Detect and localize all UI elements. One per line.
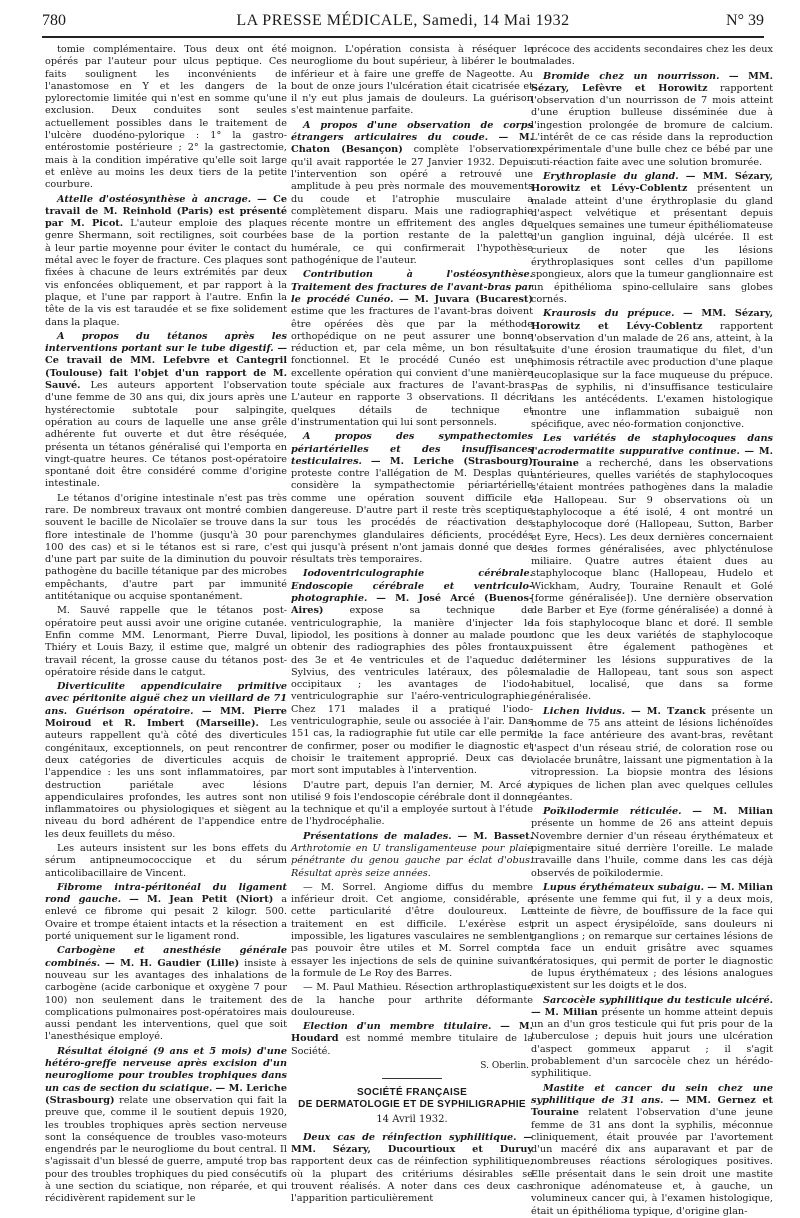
article-author: — M. Tzanck [630, 705, 706, 717]
article-author: — M. Leriche (Strasbourg) [45, 1082, 287, 1106]
article-title: A propos des sympathectomies périartérielles et des insuffisances testiculaires. [291, 431, 533, 467]
article-text: tomie complémentaire. Tous deux ont été opérés par l'auteur pour ulcus peptique. Ces faits soulignent les inconvénients de l'anastomose en Y et les dangers de la pylorectomie limitée qui n'est en somme qu'une exclusion. Deux conduites sont seules actuellement possibles dans le traitement de l'ulcère duodéno-pylorique : 1° la gastro-entérostomie postérieure ; 2° la gastrectomie, mais à la condition impérative qu'elle soit large et enlève au moins les deux tiers de la petite courbure. [45, 44, 287, 191]
article-paragraph [291, 1021, 533, 1058]
article-author: — MM. Sézary, Ducourtioux et Duruy [291, 1131, 533, 1155]
article-text: présente un homme de 26 ans atteint depuis Novembre dernier d'un réseau érythémateux et pigmentaire situé derrière l'oreille. Le malade travaille dans l'huile, comme dans les cas déjà observés de poïkilodermie. [531, 818, 773, 879]
article-text: — M. Sorrel. Angiome diffus du membre inférieur droit. Cet angiome, considérable, a cette particularité d'être douloureux. Le traitement en est difficile. L'exérèse est impossible, les ligatures vasculaires ne semblent pas pouvoir être utiles et M. Sorrel compte essayer les injections de sels de quinine suivant la formule de Le Roy des Barres. [291, 881, 533, 979]
article-author: — M. Basset. [457, 830, 533, 842]
article-paragraph [291, 269, 533, 429]
article-text: M. Sauvé rappelle que le tétanos post-opératoire peut aussi avoir une origine cutanée. Enfin comme MM. Lenormant, Pierre Duval, Thiéry et Louis Bazy, il estime que, malgré un travail récent, la grosse cause du tétanos post-opératoire réside dans le catgut. [45, 605, 287, 678]
article-text: L'auteur emploie des plaques genre Shermann, soit rectilignes, soit courbées à leur partie moyenne pour éviter le contact du métal avec le foyer de fracture. Ces plaques sont fixées à chacune de leurs extrémités par deux vis enfoncées obliquement, et par rapport à la plaque, et l'une par rapport à l'autre. Enfin la tête de la vis est taraudée et se fixe solidement dans la plaque. [45, 218, 288, 328]
article-paragraph [45, 44, 287, 192]
article-text: expose sa technique de ventriculographie, la manière d'injecter le lipiodol, les positions à donner au malade pour obtenir des radiographies des pôles frontaux, des 3e et 4e ventricules et de l'aqueduc de Sylvius, des ventricules latéraux, des pôles occipitaux ; les avantages de l'iodo-ventriculographie sur l'aéro-ventriculographie. Chez 171 malades il a pratiqué l'iodo-ventriculographie, seule ou associée à l'air. Dans 151 cas, la radiographie fut utile car elle permit de confirmer, poser ou modifier le diagnostic et choisir le traitement approprié. Deux cas de mort sont imputables à l'intervention. [291, 605, 533, 777]
article-title: Mastite et cancer du sein chez une syphilitique de 31 ans. [531, 1082, 773, 1106]
article-title: Iodoventriculographie cérébrale. Endoscopie cérébrale et ventriculo-photographie. [291, 568, 533, 605]
article-text: est nommé membre titulaire de la Société. [291, 1033, 533, 1057]
article-text: Les auteurs rappellent qu'à côté des diverticules congénitaux, exceptionnels, on peut rencontrer deux catégories de diverticules acquis de l'appendice : les uns sont inflammatoires, par destruction pariétale avec lésions appendiculaires profondes, les autres sont non inflammatoires ou physiologiques et siègent au niveau du bord adhérent de l'appendice entre les deux feuillets du méso. [45, 718, 287, 840]
column-right [531, 44, 774, 1217]
article-title: Carbogène et anesthésie générale combinés. [45, 945, 287, 969]
article-text: D'autre part, depuis l'an dernier, M. Arcé a utilisé 9 fois l'endoscopie cérébrale dont il donne la technique et qu'il a employée surtout à l'étude de l'hydrocéphalie. [291, 779, 533, 828]
article-text: Les auteurs insistent sur les bons effets du sérum antipneumococcique et du sérum anticolibacillaire de Vincent. [45, 843, 287, 879]
article-title: Kraurosis du prépuce. [543, 308, 675, 320]
article-text: relatent l'observation d'une jeune femme de 31 ans dont la syphilis, méconnue cliniquement, était prouvée par l'avortement d'un macéré dix ans auparavant et par de nombreuses réactions sérologiques positives. Elle présentait dans le sein droit une mastite chronique adénomateuse et, à gauche, un volumineux cancer qui, à l'examen histologique, était un épithélioma typique, d'origine glan- [531, 1107, 773, 1217]
article-text: relate une observation qui fait la preuve que, comme il le soutient depuis 1920, les troubles trophiques après section nerveuse sont la conséquence de troubles vaso-moteurs engendrés par le neurogliome du bout central. Il s'agissait d'un blessé de guerre, amputé trop bas pour des troubles trophiques du pied consécutifs à une section du sciatique, non réparée, et qui récidivèrent rapidement sur le [45, 1094, 287, 1205]
article-text: Le tétanos d'origine intestinale n'est pas très rare. De nombreux travaux ont montré combien souvent le bacille de Nicolaïer se trouve dans la flore intestinale de l'homme (jusqu'à 30 pour 100 des cas) et si le tétanos est si rare, c'est d'une part par suite de la diminution du pouvoir pathogène du bacille tétanique par des microbes empêchants, d'autre part par immunité antitétanique ou acquise spontanément. [45, 492, 287, 603]
article-author: — M. Milian [707, 881, 773, 893]
article-paragraph [45, 945, 287, 1043]
article-author: — M. Chaton (Besançon) [291, 132, 533, 156]
article-paragraph [531, 308, 773, 431]
article-paragraph [531, 433, 773, 704]
article-author: — M. H. Gaudier (Lille) [105, 957, 240, 969]
issue-number: N° 39 [726, 12, 764, 29]
article-text: moignon. L'opération consista à réséquer le neurogliome du bout supérieur, à libérer le bout inférieur et à faire une greffe de Nageotte. Au bout de onze jours l'ulcération était cicatrisée et il n'y eut plus jamais de douleurs. La guérison s'est maintenue parfaite. [291, 44, 533, 117]
article-paragraph [45, 331, 287, 491]
article-paragraph [45, 843, 287, 880]
article-title: Election d'un membre titulaire. [303, 1021, 492, 1033]
article-paragraph [531, 71, 773, 169]
article-text: rapportent l'observation d'un malade de 26 ans, atteint, à la suite d'une érosion traumatique du filet, d'un phimosis rétractile avec production d'une plaque leucoplasique sur la face muqueuse du prépuce. Pas de syphilis, ni d'insuffisance testiculaire dans les antécédents. L'examen histologique montre une inflammation subaiguë non spécifique, avec néo-formation conjonctive. [531, 320, 773, 430]
society-heading [291, 1087, 533, 1111]
article-author: — M. Milian [531, 1006, 598, 1018]
article-text: insiste à nouveau sur les avantages des inhalations de carbogène (acide carbonique et oxygène 7 pour 100) non seulement dans le traitement des complications pulmonaires post-opératoires mais aussi pendant les interventions, quel que soit l'anesthésique employé. [45, 957, 287, 1043]
article-title: Erythroplasie du gland. [543, 170, 679, 182]
column-middle-articles [291, 44, 533, 1058]
article-author: — M. Leriche (Strasbourg) [370, 455, 533, 467]
article-text: a recherché, dans les observations antérieures, quelles variétés de staphylocoques s'étaient montrées pathogènes dans la maladie de Hallopeau. Sur 9 observations où un staphylocoque a été isolé, 4 ont montré un staphylocoque doré (Hallopeau, Sutton, Barber et Eyre, Hecs). Les deux dernières concernaient des formes généralisées, avec phlycténulose miliaire. Quatre autres étaient dues au staphylocoque blanc (Hallopeau, Hudelo et Wickham, Audry, Touraine Renault et Golé [forme généralisée]). Une dernière observation de Barber et Eye (forme généralisée) a donné à la fois staphylocoque blanc et doré. Il semble donc que les deux variétés de staphylocoque puissent être également pathogènes et déterminer les lésions suppuratives de la maladie de Hallopeau, tant sous son aspect habituel, localisé, que dans sa forme généralisée. [531, 457, 773, 703]
article-title: Présentations de malades. [303, 830, 452, 842]
article-paragraph [531, 806, 773, 880]
article-paragraph [531, 1083, 773, 1218]
article-title: Résultat éloigné (9 ans et 5 mois) d'une hétéro-greffe nerveuse après excision d'un neurogliome pour troubles trophiques dans un cas de section du sciatique. [45, 1045, 287, 1094]
article-author: — M. Juvara (Bucarest) [399, 293, 533, 305]
article-text: estime que les fractures de l'avant-bras doivent être opérées dès que par la méthode orthopédique on ne peut assurer une bonne réduction et, par cela même, un bon résultat fonctionnel. Et le procédé Cunéo est une excellente opération qui convient d'une manière toute spéciale aux fractures de l'avant-bras. L'auteur en rapporte 3 observations. Il décrit quelques détails de technique et d'instrumentation qui lui sont personnels. [291, 306, 533, 428]
article-title: Lichen lividus. [543, 705, 626, 717]
article-title: Contribution à l'ostéosynthèse. Traitement des fractures de l'avant-bras par le procédé Cunéo. [291, 269, 533, 305]
article-title: Bromide chez un nourrisson. [543, 70, 720, 82]
society-session-date: 14 Avril 1932. [376, 1114, 448, 1126]
article-paragraph [291, 568, 533, 777]
article-author: — MM. Pierre Moiroud et R. Imbert (Marseille). [45, 705, 287, 730]
article-paragraph [531, 44, 773, 69]
article-paragraph [45, 882, 287, 943]
header-rule [42, 36, 764, 38]
article-title: Les variétés de staphylocoques dans l'acrodermatite suppurative continue. [531, 433, 773, 457]
article-title: A propos d'une observation de corps étrangers articulaires du coude. [291, 119, 533, 144]
column-middle-dermatology [291, 1132, 533, 1206]
article-author: — M. Milian [692, 806, 773, 818]
article-title: Fibrome intra-péritonéal du ligament rond gauche. [45, 881, 287, 906]
article-paragraph [45, 1046, 287, 1206]
article-author: — MM. Sézary, Lefèvre et Horowitz [531, 70, 773, 94]
article-paragraph [291, 120, 533, 268]
article-author: — MM. Sézary, Horowitz et Lévy-Coblentz [531, 308, 773, 332]
article-text: Les auteurs apportent l'observation d'une femme de 30 ans qui, dix jours après une hystérectomie subtotale pour salpingite, opération au cours de laquelle une anse grêle adhérente fut ouverte et dut être réséquée, présenta un tétanos généralisé qui l'emporta en vingt-quatre heures. Ce tétanos post-opératoire spontané doit être considéré comme d'origine intestinale. [45, 380, 287, 490]
article-text: a enlevé ce fibrome qui pesait 2 kilogr. 500. Ovaire et trompe étaient intacts et la résection a porté uniquement sur le ligament rond. [45, 894, 288, 943]
article-author: — MM. Gernez et Touraine [531, 1094, 773, 1119]
article-text: présente une femme qui fut, il y a deux mois, atteinte de fièvre, de bouffissure de la face qui prit un aspect érysipéloïde, sans douleurs ni ganglions ; on remarque sur certaines lésions de la face un enduit grisâtre avec squames kératosiques, qui permit de porter le diagnostic de lupus érythémateux ; des lésions analogues existent sur les doigts et le dos. [531, 894, 773, 992]
journal-title: LA PRESSE MÉDICALE, Samedi, 14 Mai 1932 [236, 12, 570, 29]
signature: S. Oberlin. [480, 1061, 529, 1072]
article-text: rapportent deux cas de réinfection syphilitique, où la plupart des critériums désirables se trouvent réalisés. A noter dans ces deux cas l'apparition particulièrement [291, 1156, 533, 1205]
article-author: — MM. Sézary, Horowitz et Lévy-Coblentz [531, 170, 773, 195]
article-author: — Ce travail de M. Reinhold (Paris) est présenté par M. Picot. [45, 193, 287, 230]
article-title: Deux cas de réinfection syphilitique. [303, 1131, 517, 1143]
article-title: Attelle d'ostéosynthèse à ancrage. [57, 193, 252, 205]
article-paragraph [45, 605, 287, 679]
society-heading-line1: SOCIÉTÉ FRANÇAISE [356, 1087, 468, 1099]
article-author: — M. José Arcé (Buenos-Aires) [291, 593, 533, 617]
article-author: — M. Jean Petit (Niort) [129, 894, 274, 906]
article-paragraph [291, 431, 533, 566]
page-number: 780 [42, 12, 66, 29]
article-italic: Arthrotomie en U transligamenteuse pour plaie pénétrante du genou gauche par éclat d'obus. Résultat après seize années. [291, 843, 533, 879]
article-paragraph [531, 882, 773, 993]
article-text: précoce des accidents secondaires chez les deux malades. [531, 44, 773, 68]
article-text: présente un homme de 75 ans atteint de lésions lichénoïdes de la face antérieure des avant-bras, revêtant l'aspect d'un réseau strié, de coloration rose ou violacée brunâtre, laissant une pigmentation à la vitropression. La biopsie montra des lésions typiques de lichen plan avec quelques cellules géantes. [531, 705, 774, 803]
article-text: rapportent l'observation d'un nourrisson de 7 mois atteint d'une éruption bulleuse disséminée due à l'ingestion prolongée de bromure de calcium. L'intérêt de ce cas réside dans la reproduction expérimentale d'une bulle chez ce bébé par une cuti-réaction faite avec une solution bromurée. [531, 82, 773, 168]
section-divider [382, 1078, 442, 1079]
article-title: Poïkilodermie réticulée. [543, 806, 682, 818]
column-left [45, 44, 288, 1205]
article-paragraph [291, 780, 533, 829]
article-paragraph [531, 706, 773, 804]
article-paragraph [291, 882, 533, 980]
article-paragraph [45, 681, 287, 841]
article-paragraph [531, 171, 773, 306]
article-title: Lupus érythémateux subaigu. [543, 881, 705, 893]
article-text: présentent un malade atteint d'une érythroplasie du gland d'aspect velvétique et présentant depuis quelques semaines une tumeur épithéliomateuse d'un ganglion inguinal, déjà ulcérée. Il est curieux de noter que les lésions érythroplasiques sont celles d'un papillome spongieux, alors que la tumeur ganglionnaire est un épithélioma spino-cellulaire sans globes cornés. [531, 183, 773, 305]
article-text: présente un homme atteint depuis un an d'un gros testicule qui fut pris pour de la tuberculose ; depuis huit jours une ulcération d'aspect gommeux apparut ; il s'agit probablement d'un sarcocèle chez un hérédo-syphilitique. [531, 1006, 773, 1080]
article-paragraph [45, 493, 287, 604]
article-paragraph [291, 44, 533, 118]
article-paragraph [531, 995, 773, 1081]
column-middle [291, 44, 533, 1205]
article-paragraph [291, 1132, 533, 1206]
society-heading-line2: DE DERMATOLOGIE ET DE SYPHILIGRAPHIE [298, 1099, 526, 1111]
article-paragraph [45, 194, 287, 329]
article-author: — M. Touraine [531, 445, 773, 469]
article-author: — Ce travail de MM. Lefebvre et Cantegril (Toulouse) fait l'objet d'un rapport de M. Sauvé. [45, 343, 287, 392]
article-text: complète l'observation qu'il avait rapportée le 27 Janvier 1932. Depuis l'intervention son opéré a retrouvé une amplitude à peu près normale des mouvements du coude et l'atrophie musculaire a complètement disparu. Mais une radiographie récente montre un effritement des angles de base de la portion restante de la palette humérale, ce qui confirmerait l'hypothèse pathogénique de l'auteur. [291, 144, 533, 267]
article-title: Sarcocèle syphilitique du testicule ulcéré. [543, 994, 773, 1006]
article-paragraph [291, 982, 533, 1019]
article-author: — M. Houdard [291, 1021, 533, 1045]
article-text: proteste contre l'allégation de M. Desplas qui considère la sympathectomie périartérielle comme une opération souvent difficile et dangereuse. D'autre part il reste très sceptique sur tous les procédés de réactivation des parenchymes glandulaires déficients, procédés qui jusqu'à présent n'ont jamais donné que des résultats très temporaires. [291, 468, 533, 566]
page-header [42, 12, 764, 34]
article-title: A propos du tétanos après les interventions portant sur le tube digestif. [45, 330, 287, 355]
article-paragraph [291, 831, 533, 880]
article-text: — M. Paul Mathieu. Résection arthroplastique de la hanche pour arthrite déformante douloureuse. [291, 982, 533, 1018]
article-title: Diverticulite appendiculaire primitive avec péritonite aiguë chez un vieillard de 71 ans. Guérison opératoire. [45, 681, 287, 717]
